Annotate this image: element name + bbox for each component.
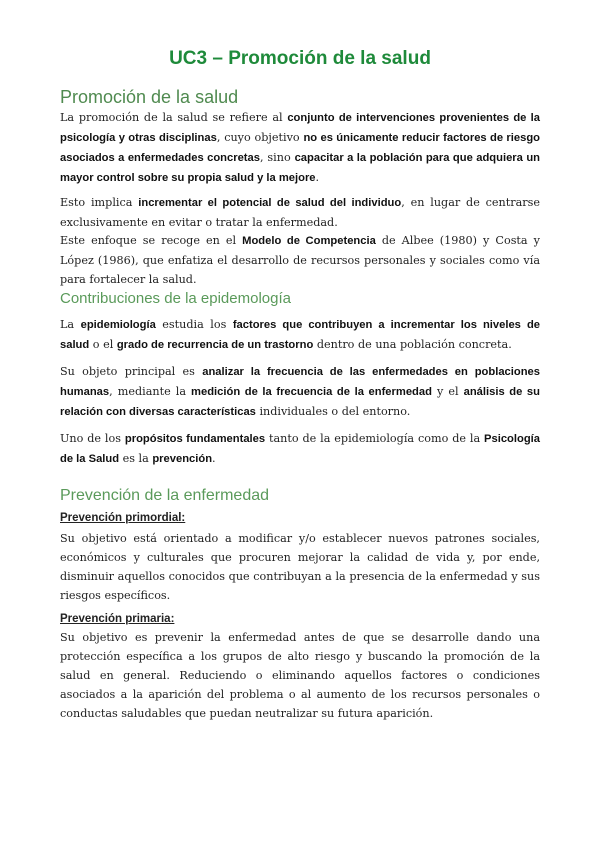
- body-text: Esto implica: [60, 196, 139, 209]
- emphasis-text: análisis de su relación con diversas características: [60, 386, 540, 418]
- paragraph-prevencion-primaria: Su objetivo es prevenir la enfermedad antes de que se desarrolle dando una protección específica a los grupos de alto riesgo y buscando la promoción de la salud en general. Reduciendo o eliminando aquellos factores o condiciones asociados a la aparición del problema o al aumento de los recursos personales o conductas saludables que puedan neutralizar su futura aparición.: [60, 631, 540, 720]
- section-heading-promocion: Promoción de la salud: [60, 87, 239, 107]
- body-text: , mediante la: [109, 385, 192, 398]
- body-text: dentro de una población concreta.: [313, 338, 512, 351]
- emphasis-text: propósitos fundamentales: [124, 433, 266, 445]
- paragraph-epidemiologia-objeto: [60, 362, 540, 422]
- paragraph-promocion-potencial: [60, 193, 540, 232]
- emphasis-text: analizar la frecuencia de las enfermedades en poblaciones humanas: [60, 366, 540, 398]
- body-text: individuales o del entorno.: [255, 405, 411, 418]
- emphasis-text: conjunto de intervenciones provenientes de la psicología y otras disciplinas: [60, 112, 540, 144]
- emphasis-text: capacitar a la población para que adquiera un mayor control sobre su propia salud y la mejore: [60, 152, 540, 184]
- emphasis-text: no es únicamente reducir factores de riesgo asociados a enfermedades concretas: [60, 132, 541, 164]
- emphasis-text: epidemiología: [80, 319, 156, 331]
- emphasis-text: grado de recurrencia de un trastorno: [116, 339, 314, 351]
- body-text: , cuyo objetivo: [216, 131, 304, 144]
- body-text: o el: [89, 338, 117, 351]
- emphasis-text: Psicología de la Salud: [60, 433, 540, 465]
- emphasis-text: factores que contribuyen a incrementar los niveles de salud: [60, 319, 541, 351]
- body-text: .: [315, 171, 320, 184]
- emphasis-text: medición de la frecuencia de la enfermedad: [191, 386, 432, 398]
- body-text: tanto de la epidemiología como de la: [265, 432, 485, 445]
- body-text: estudia los: [155, 318, 233, 331]
- paragraph-epidemiologia-propositos: [60, 429, 540, 469]
- body-text: .: [212, 452, 216, 465]
- body-text: , sino: [259, 151, 295, 164]
- body-text: La promoción de la salud se refiere al: [60, 111, 288, 124]
- emphasis-text: prevención: [152, 453, 213, 465]
- body-text: Este enfoque se recoge en el: [60, 234, 243, 247]
- section-heading-epidemiologia: Contribuciones de la epidemología: [60, 290, 291, 307]
- paragraph-epidemiologia-estudia: [60, 315, 540, 355]
- paragraph-modelo-competencia: [60, 231, 540, 289]
- body-text: Su objeto principal es: [60, 365, 203, 378]
- body-text: de Albee (1980) y Costa y López (1986), que enfatiza el desarrollo de recursos personales y sociales como vía para fortalecer la salud.: [60, 234, 540, 286]
- subheading-prevencion-primaria: Prevención primaria:: [60, 613, 175, 625]
- body-text: Uno de los: [60, 432, 125, 445]
- subheading-prevencion-primordial: Prevención primordial:: [60, 512, 186, 524]
- section-heading-prevencion: Prevención de la enfermedad: [60, 487, 270, 504]
- paragraph-prevencion-primordial: Su objetivo está orientado a modificar y/o establecer nuevos patrones sociales, económicos y culturales que procuren mejorar la calidad de vida y, por ende, disminuir aquellos conocidos que contribuyan a la presencia de la enfermedad y sus riesgos específicos.: [60, 532, 540, 602]
- document-title: UC3 – Promoción de la salud: [169, 48, 431, 69]
- paragraph-promocion-definicion: [60, 108, 540, 188]
- emphasis-text: Modelo de Competencia: [242, 235, 376, 247]
- body-text: , en lugar de centrarse exclusivamente en evitar o tratar la enfermedad.: [60, 196, 540, 229]
- body-text: y el: [431, 385, 464, 398]
- emphasis-text: incrementar el potencial de salud del individuo: [138, 197, 402, 209]
- body-text: La: [60, 318, 81, 331]
- body-text: es la: [119, 452, 153, 465]
